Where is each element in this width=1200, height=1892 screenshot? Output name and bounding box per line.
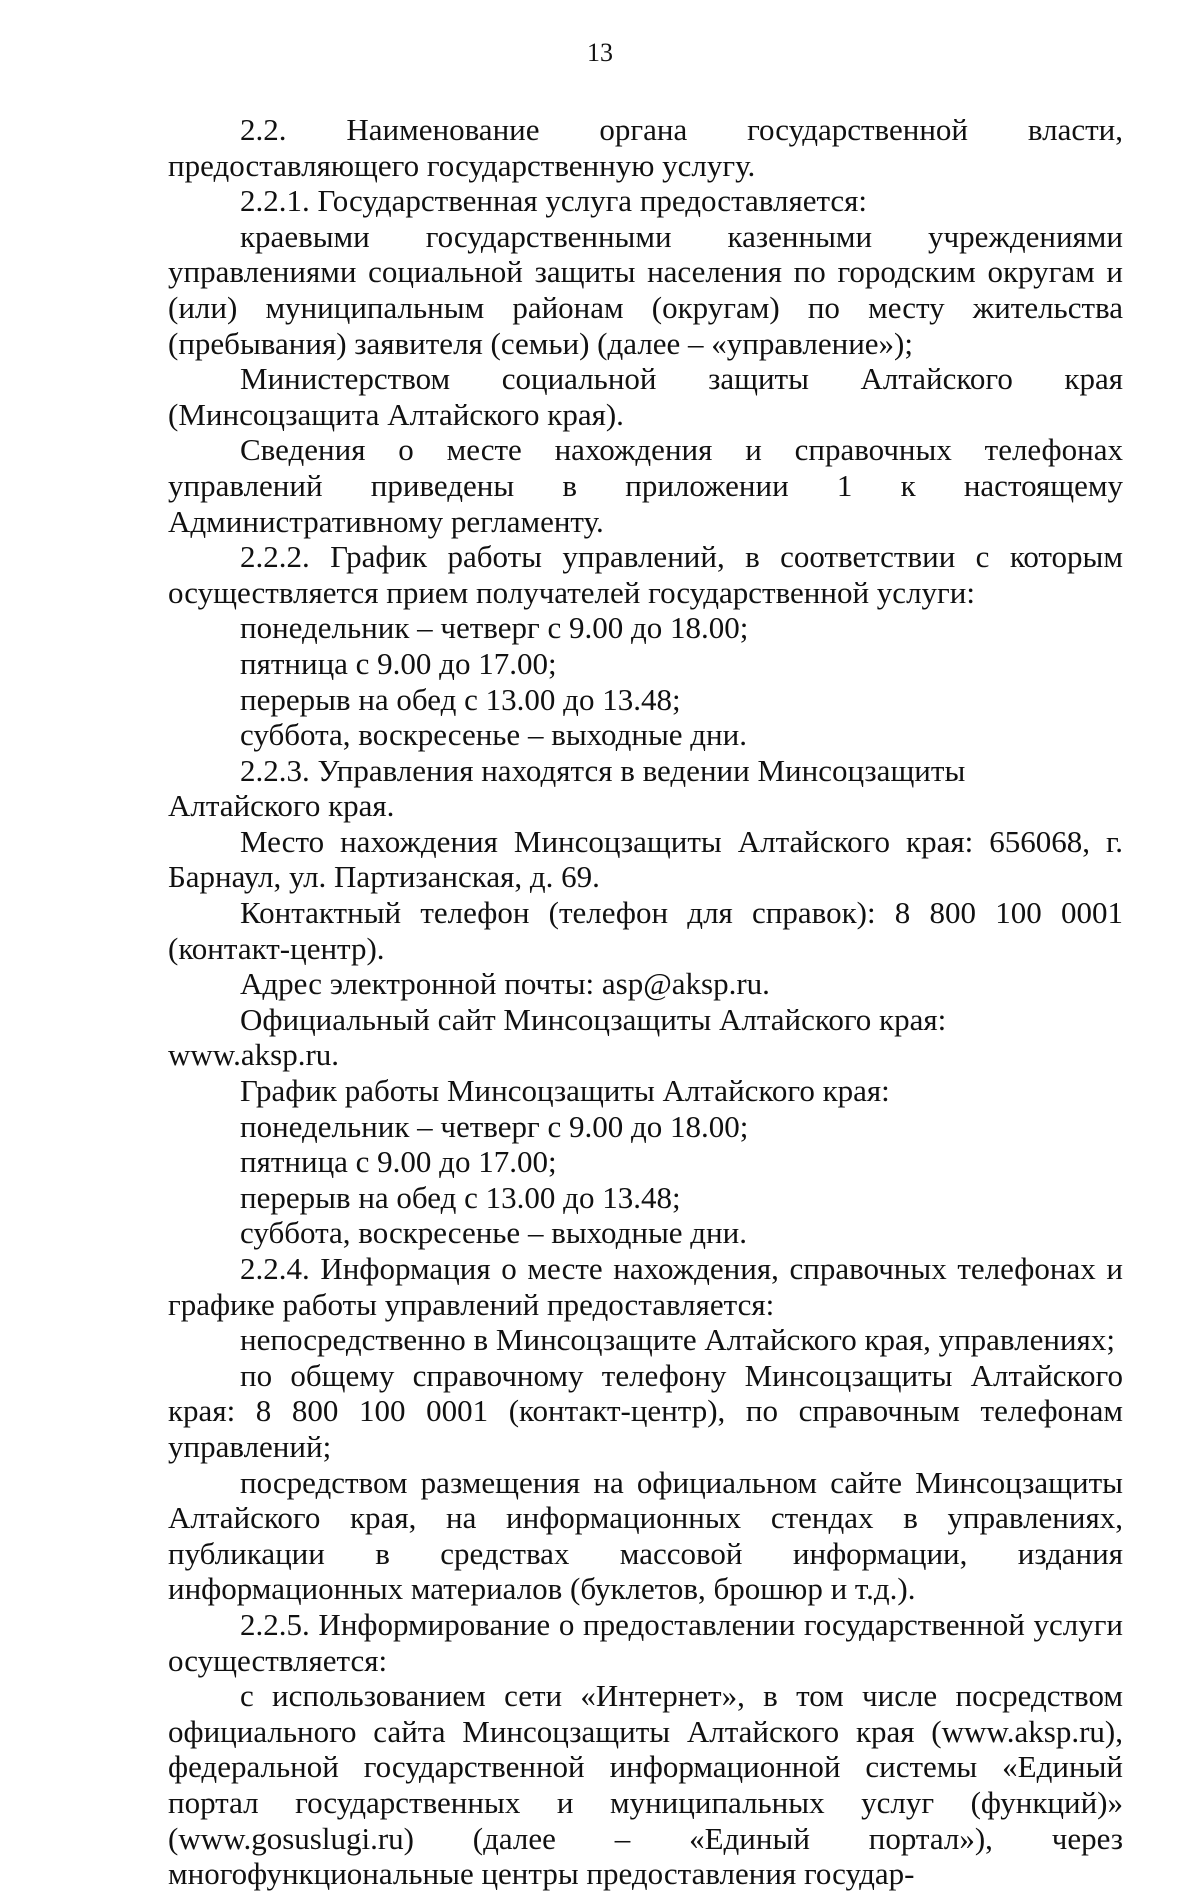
- paragraph: посредством размещения на официальном сайте Минсоцзащиты Алтайского края, на информационных стендах в управлениях, публикации в средствах массовой информации, издания информационных материалов (буклетов, брошюр и т.д.).: [168, 1464, 1123, 1607]
- paragraph: 2.2.5. Информирование о предоставлении государственной услуги осуществляется:: [168, 1606, 1123, 1678]
- paragraph: непосредственно в Минсоцзащите Алтайского края, управлениях;: [240, 1322, 1115, 1358]
- schedule-line: суббота, воскресенье – выходные дни.: [240, 1215, 747, 1251]
- paragraph: с использованием сети «Интернет», в том числе посредством официального сайта Минсоцзащиты Алтайского края (www.aksp.ru), федеральной государственной информационной системы «Единый портал государственных и муниципальных услуг (функций)» (www.gosuslugi.ru) (далее – «Единый портал»), через многофункциональные центры предоставления государ-: [168, 1678, 1123, 1892]
- paragraph: 2.2.3. Управления находятся в ведении Минсоцзащиты Алтайского края.: [168, 752, 966, 824]
- schedule-line: понедельник – четверг с 9.00 до 18.00;: [240, 1108, 749, 1144]
- schedule-line: суббота, воскресенье – выходные дни.: [240, 717, 747, 753]
- schedule-line: пятница с 9.00 до 17.00;: [240, 645, 557, 681]
- schedule-line: перерыв на обед с 13.00 до 13.48;: [240, 1179, 681, 1215]
- paragraph: 2.2.4. Информация о месте нахождения, справочных телефонах и графике работы управлений предоставляется:: [168, 1251, 1123, 1322]
- paragraph: краевыми государственными казенными учреждениями управлениями социальной защиты населения по городским округам и (или) муниципальным районам (округам) по месту жительства (пребывания) заявителя (семьи) (далее – «управление»);: [168, 218, 1123, 361]
- page-number: 13: [587, 38, 613, 67]
- paragraph: по общему справочному телефону Минсоцзащиты Алтайского края: 8 800 100 0001 (контакт-центр), по справочным телефонам управлений;: [168, 1357, 1123, 1464]
- paragraph: График работы Минсоцзащиты Алтайского края:: [240, 1073, 890, 1109]
- email-line: Адрес электронной почты: asp@aksp.ru.: [240, 966, 770, 1002]
- schedule-line: понедельник – четверг с 9.00 до 18.00;: [240, 610, 749, 646]
- document-body: [168, 112, 1123, 1892]
- schedule-line: пятница с 9.00 до 17.00;: [240, 1144, 557, 1180]
- schedule-line: перерыв на обед с 13.00 до 13.48;: [240, 681, 681, 717]
- website-line: Официальный сайт Минсоцзащиты Алтайского края: www.aksp.ru.: [168, 1001, 947, 1073]
- paragraph: Место нахождения Минсоцзащиты Алтайского края: 656068, г. Барнаул, ул. Партизанская, д. 69.: [168, 823, 1123, 895]
- paragraph: 2.2. Наименование органа государственной власти, предоставляющего государственную услугу.: [168, 112, 1123, 183]
- paragraph: 2.2.1. Государственная услуга предоставляется:: [240, 183, 868, 219]
- paragraph: 2.2.2. График работы управлений, в соответствии с которым осуществляется прием получателей государственной услуги:: [168, 539, 1123, 610]
- paragraph: Сведения о месте нахождения и справочных телефонах управлений приведены в приложении 1 к настоящему Административному регламенту.: [168, 432, 1123, 539]
- paragraph: Министерством социальной защиты Алтайского края (Минсоцзащита Алтайского края).: [168, 361, 1123, 432]
- paragraph: Контактный телефон (телефон для справок): 8 800 100 0001 (контакт-центр).: [168, 895, 1123, 966]
